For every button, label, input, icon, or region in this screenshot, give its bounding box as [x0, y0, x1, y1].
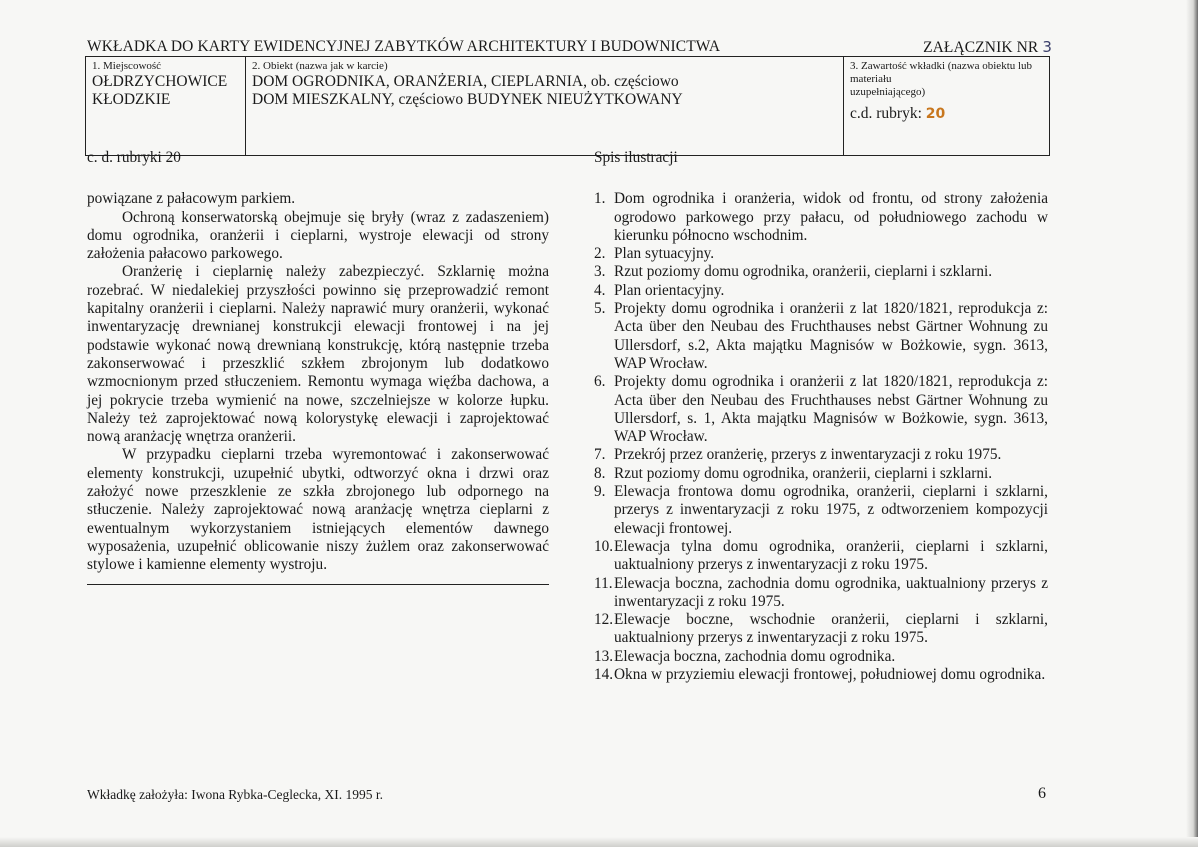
illustration-item: [594, 373, 1048, 446]
locality-label: 1. Miejscowość: [92, 60, 162, 72]
contents-label-2: uzupełniającego): [850, 86, 926, 98]
illustration-item: [594, 245, 1048, 263]
illustration-list: [594, 190, 1048, 684]
illustration-text: Elewacja boczna, zachodnia domu ogrodnika.: [614, 647, 896, 665]
right-heading: Spis ilustracji: [594, 149, 678, 166]
footer-author: Wkładkę założyła: Iwona Rybka-Ceglecka, XI. 1995 r.: [87, 787, 383, 802]
illustration-item: [594, 666, 1048, 684]
contents-value: c.d. rubryk: 20: [850, 105, 946, 122]
cell-contents: [844, 57, 1049, 155]
illustration-number: 10.: [594, 537, 614, 555]
illustration-text: Plan orientacyjny.: [614, 281, 725, 299]
illustration-text: Elewacje boczne, wschodnie oranżerii, cieplarni i szklarni, uaktualniony przerys z inwentaryzacji z roku 1975.: [614, 611, 1048, 647]
left-paragraph: W przypadku cieplarni trzeba wyremontować i zakonserwować elementy konstrukcji, uzupełnić ubytki, odtworzyć okna i drzwi oraz założyć nowe przeszklenie ze szkła zbrojonego lub odpornego na stłuczenie. Należy zaprojektować nową aranżację wnętrza cieplarni z ewentualnym wykorzystaniem istniejących elementów dawnego wyposażenia, uzupełnić oblicowanie niszy żużlem oraz zakonserwować stylowe i kamienne elementy wystroju.: [87, 446, 549, 574]
object-line-2: DOM MIESZKALNY, częściowo BUDYNEK NIEUŻYTKOWANY: [252, 91, 683, 108]
illustration-text: Projekty domu ogrodnika i oranżerii z lat 1820/1821, reprodukcja z: Acta über den Neubau des Fruchthauses nebst Gärtner Wohnung zu Ullersdorf, s.2, Akta majątku Magnisów w Bożkowie, sygn. 3613, WAP Wrocław.: [614, 300, 1048, 372]
left-paragraph: Oranżerię i cieplarnię należy zabezpieczyć. Szklarnię można rozebrać. W niedalekiej przyszłości powinno się przeprowadzić remont kapitalny oranżerii i cieplarni. Należy naprawić mury oranżerii, wykonać inwentaryzację drewnianej konstrukcji elewacji frontowej i na jej podstawie wykonać nową drewnianą konstrukcję, którą następnie trzeba zakonserwować i przeszklić szkłem zbrojonym lub dodatkowo wzmocnionym przed stłuczeniem. Remontu wymaga więźba dachowa, a jej pokrycie trzeba wymienić na nowe, szczelniejsze w kolorze łupku. Należy też zaprojektować nową kolorystykę elewacji i zaprojektować nową aranżację wnętrza oranżerii.: [87, 263, 549, 446]
illustration-item: [594, 465, 1048, 483]
cell-object: [246, 57, 844, 155]
object-line-1: DOM OGRODNIKA, ORANŻERIA, CIEPLARNIA, ob. częściowo: [252, 73, 679, 90]
illustration-item: [594, 263, 1048, 281]
illustration-text: Elewacja tylna domu ogrodnika, oranżerii, cieplarni i szklarni, uaktualniony przerys z inwentaryzacji z roku 1975.: [614, 537, 1048, 574]
header-table: [85, 56, 1050, 156]
page-edge-right: [1186, 0, 1198, 847]
locality-line-1: OŁDRZYCHOWICE: [92, 73, 228, 90]
left-divider: [87, 584, 549, 585]
cell-locality: [86, 57, 246, 155]
object-label: 2. Obiekt (nazwa jak w karcie): [252, 60, 388, 72]
left-column: [87, 149, 549, 585]
document-header: [87, 38, 1052, 57]
illustration-number: 7.: [594, 446, 606, 464]
illustration-text: Dom ogrodnika i oranżeria, widok od frontu, od strony założenia ogrodowo parkowego przy pałacu, od południowego zachodu w kierunku północno wschodnim.: [614, 190, 1048, 244]
document-title: WKŁADKA DO KARTY EWIDENCYJNEJ ZABYTKÓW ARCHITEKTURY I BUDOWNICTWA: [87, 38, 721, 55]
illustration-number: 5.: [594, 300, 606, 318]
illustration-text: Rzut poziomy domu ogrodnika, oranżerii, cieplarni i szklarni.: [614, 263, 993, 281]
left-paragraph: Ochroną konserwatorską obejmuje się bryły (wraz z zadaszeniem) domu ogrodnika, oranżerii i cieplarni, wystroje elewacji od strony założenia pałacowo parkowego.: [87, 208, 549, 263]
illustration-text: Plan sytuacyjny.: [614, 245, 715, 263]
illustration-text: Projekty domu ogrodnika i oranżerii z lat 1820/1821, reprodukcja z: Acta über den Neubau des Fruchthauses nebst Gärtner Wohnung zu Ullersdorf, s. 1, Akta majątku Magnisów w Bożkowie, sygn. 3613, WAP Wrocław.: [614, 373, 1048, 446]
contents-label-1: 3. Zawartość wkładki (nazwa obiektu lub materiału: [850, 60, 1033, 85]
illustration-item: [594, 190, 1048, 245]
illustration-text: Rzut poziomy domu ogrodnika, oranżerii, cieplarni i szklarni.: [614, 464, 993, 482]
illustration-text: Elewacja boczna, zachodnia domu ogrodnika, uaktualniony przerys z inwentaryzacji z roku 1975.: [614, 574, 1048, 610]
illustration-text: Okna w przyziemiu elewacji frontowej, południowej domu ogrodnika.: [614, 666, 1046, 684]
illustration-number: 6.: [594, 373, 606, 391]
illustration-text: Elewacja frontowa domu ogrodnika, oranżerii, cieplarni i szklarni, przerys z inwentaryzacji z roku 1975, z odtworzeniem kompozycji elewacji frontowej.: [614, 483, 1048, 537]
annex-number: 3: [1042, 38, 1052, 56]
illustration-number: 4.: [594, 281, 606, 299]
illustration-item: [594, 483, 1048, 538]
illustration-item: [594, 300, 1048, 373]
left-heading: c. d. rubryki 20: [87, 149, 181, 166]
annex-label: ZAŁĄCZNIK NR 3: [923, 38, 1052, 56]
illustration-number: 3.: [594, 263, 606, 281]
illustration-number: 1.: [594, 190, 606, 208]
illustration-number: 2.: [594, 245, 606, 263]
left-paragraph: powiązane z pałacowym parkiem.: [87, 190, 296, 208]
illustration-item: [594, 538, 1048, 575]
illustration-item: [594, 446, 1048, 464]
illustration-item: [594, 648, 1048, 666]
illustration-number: 9.: [594, 483, 606, 501]
illustration-number: 13.: [594, 647, 614, 665]
illustration-item: [594, 575, 1048, 612]
page-number: 6: [1038, 785, 1046, 802]
illustration-number: 11.: [594, 574, 613, 592]
right-column: [594, 149, 1048, 684]
illustration-number: 14.: [594, 666, 614, 684]
page-edge-bottom: [0, 837, 1198, 847]
illustration-number: 8.: [594, 464, 606, 482]
contents-hand-number: 20: [925, 106, 946, 122]
illustration-text: Przekrój przez oranżerię, przerys z inwentaryzacji z roku 1975.: [614, 446, 1002, 464]
locality-line-2: KŁODZKIE: [92, 91, 171, 108]
illustration-item: [594, 282, 1048, 300]
illustration-number: 12.: [594, 611, 614, 629]
illustration-item: [594, 611, 1048, 648]
